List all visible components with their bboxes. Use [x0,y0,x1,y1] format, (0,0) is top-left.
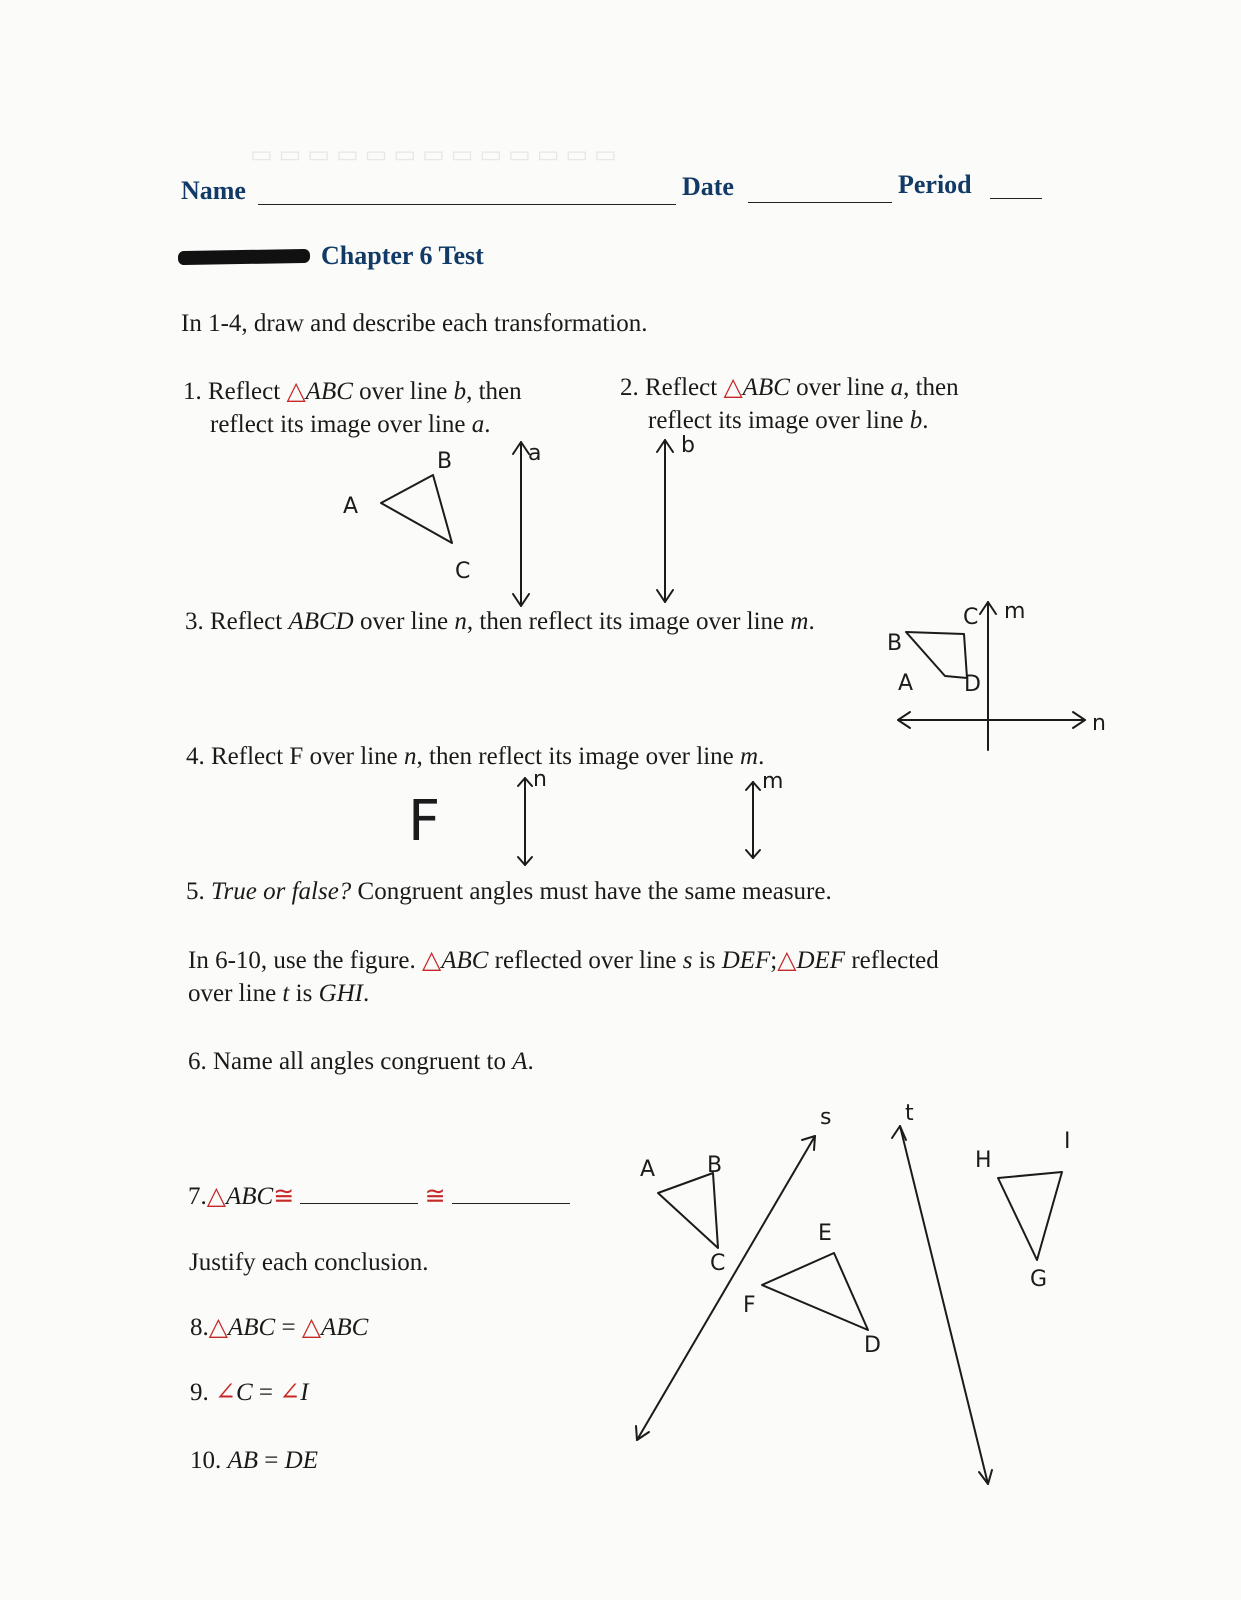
fig-label-t: t [905,1101,914,1126]
fig-triangle-def [762,1253,868,1330]
fig-line-t [900,1126,988,1484]
fig-line-s-arrow-bottom [636,1426,649,1440]
q7-blank-2[interactable] [452,1202,570,1204]
q1-label-c: C [455,559,471,584]
q4-line-m-arrow-top [746,782,760,790]
fig-label-s: s [820,1105,832,1130]
fig-label-a: A [640,1157,656,1182]
q1-label-a: A [343,494,359,519]
question-10: 10. AB = DE [190,1447,318,1474]
q3-label-n: n [1092,711,1106,736]
q4-label-n: n [533,767,547,792]
intro-text: In 1-4, draw and describe each transformation. [181,310,648,337]
question-4: 4. Reflect F over line n, then reflect its image over line m. [186,743,765,770]
fig-label-b: B [707,1153,723,1178]
fig-label-g: G [1030,1267,1048,1292]
q4-line-n-arrow-top [518,778,532,786]
fig-line-s-arrow-top [802,1136,815,1150]
q1-label-b: B [437,449,453,474]
name-blank[interactable] [258,203,676,205]
question-1-line2: reflect its image over line a. [210,411,491,438]
q3-quadrilateral [906,632,967,678]
justify-text: Justify each conclusion. [189,1249,429,1276]
question-1: 1. Reflect △ABC over line b, then [183,378,522,405]
q1-line-a-arrow-top [513,442,529,454]
fig-label-i: I [1064,1129,1071,1154]
fig-label-c: C [710,1251,726,1276]
question-6-10-intro: In 6-10, use the figure. △ABC reflected over line s is DEF;△DEF reflected [188,947,939,974]
question-6-10-intro-line2: over line t is GHI. [188,980,370,1007]
q2-line-b-arrow-bottom [657,590,673,602]
fig-label-h: H [975,1148,992,1173]
q1-triangle [381,475,452,543]
fig-line-s [637,1136,815,1440]
date-label: Date [682,172,734,201]
period-blank[interactable] [990,197,1042,199]
fig-label-d: D [864,1333,881,1358]
fig-line-t-arrow-top [892,1126,906,1140]
fig-label-f: F [743,1293,756,1318]
q4-line-m-arrow-bottom [746,850,760,858]
q3-label-d: D [964,672,981,697]
q7-blank-1[interactable] [300,1202,418,1204]
q3-label-b: B [887,631,903,656]
question-5: 5. True or false? Congruent angles must have the same measure. [186,878,832,905]
q3-label-a: A [898,671,914,696]
q2-line-label: b [681,433,695,458]
fig-triangle-ghi [998,1172,1062,1260]
q1-line-label: a [528,441,542,466]
question-7: 7.△ABC≅ ≅ [188,1180,570,1213]
question-2: 2. Reflect △ABC over line a, then [620,374,959,401]
q3-label-m: m [1004,599,1026,624]
q4-line-n-arrow-bottom [518,857,532,865]
date-blank[interactable] [748,201,892,203]
fig-label-e: E [818,1221,832,1246]
page-title: Chapter 6 Test [321,241,484,270]
q2-line-b-arrow-top [657,440,673,452]
q4-letter-f: F [408,789,441,854]
q3-line-n-arrow-left [898,712,910,728]
q3-line-n-arrow-right [1073,712,1085,728]
period-label: Period [898,170,972,199]
redacted-marker [178,249,310,265]
fig-line-t-arrow-bottom [979,1470,992,1484]
question-9: 9. ∠C = ∠I [190,1379,309,1406]
question-3: 3. Reflect ABCD over line n, then reflect its image over line m. [185,608,815,635]
q3-line-m-arrow [980,602,996,614]
fig-triangle-abc [658,1173,718,1248]
question-8: 8.△ABC = △ABC [190,1314,369,1341]
q3-label-c: C [963,605,979,630]
question-2-line2: reflect its image over line b. [648,407,929,434]
q4-label-m: m [762,769,784,794]
question-6: 6. Name all angles congruent to A. [188,1048,534,1075]
bleed-through-text: ▭ ▭ ▭ ▭ ▭ ▭ ▭ ▭ ▭ ▭ ▭ ▭ ▭ [250,142,617,168]
name-label: Name [181,176,246,205]
